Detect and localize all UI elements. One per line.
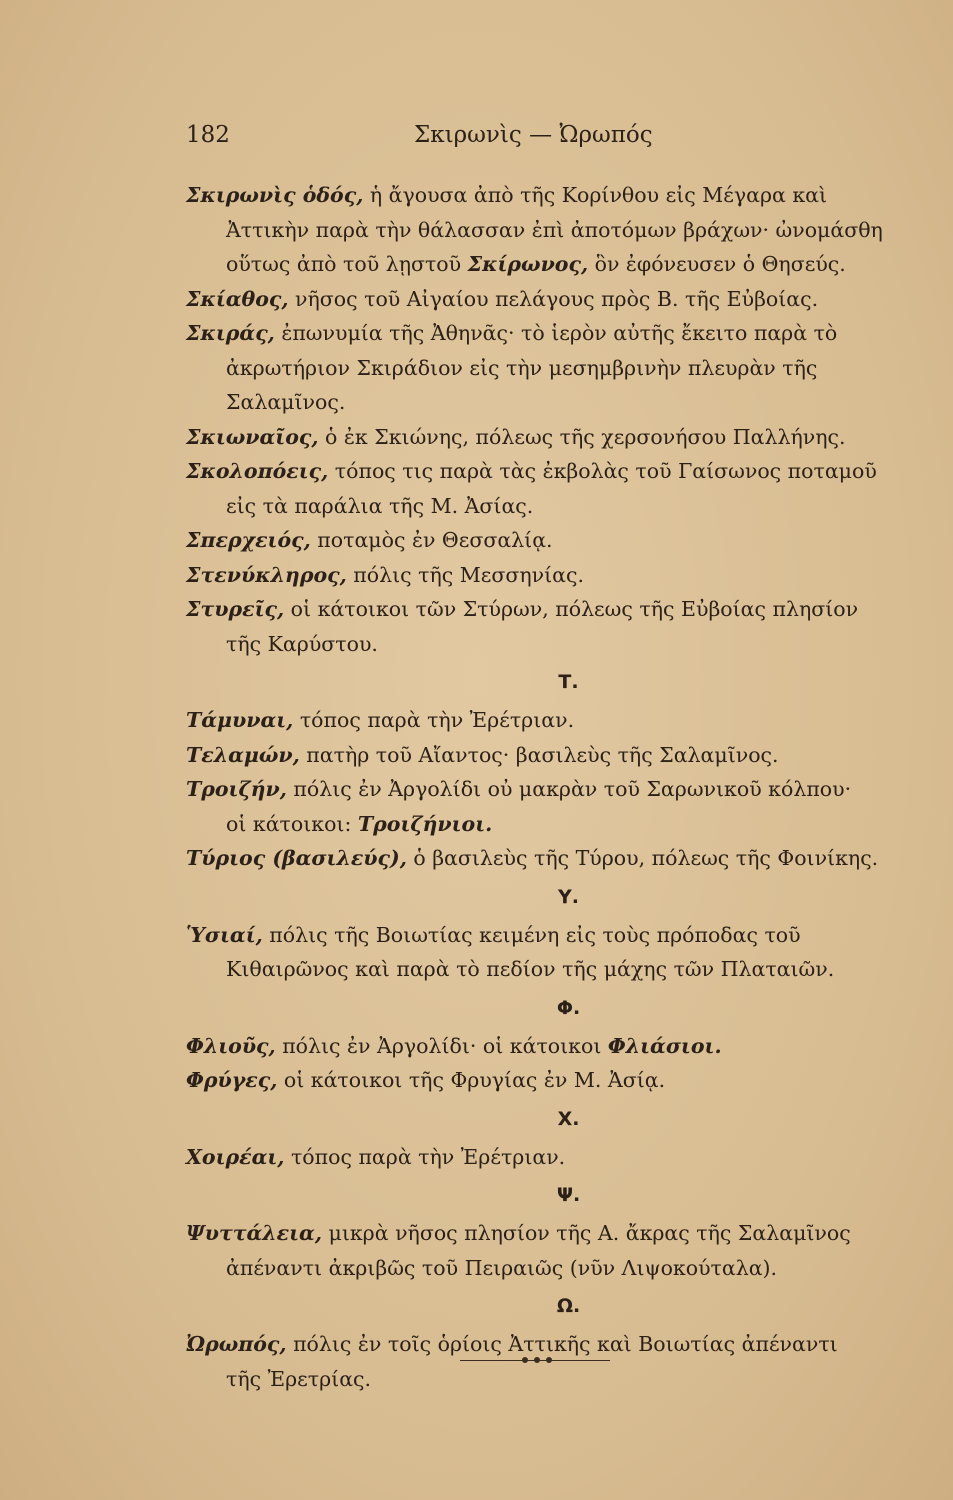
definition-continued: οὕτως ἀπὸ τοῦ λῃστοῦ Σκίρωνος, ὃν ἐφόνευσεν ὁ Θησεύς. <box>226 252 846 276</box>
definition: πόλις ἐν Ἀργολίδι· οἱ κάτοικοι <box>275 1033 608 1058</box>
headword: Στενύκληρος, <box>186 562 347 587</box>
dictionary-entries <box>186 178 921 1396</box>
definition: ὁ βασιλεὺς τῆς Τύρου, πόλεως τῆς Φοινίκης. <box>406 846 879 870</box>
definition-continued: τῆς Ἐρετρίας. <box>226 1366 372 1391</box>
entry-hysiai <box>186 918 921 987</box>
definition: οἱ κάτοικοι τῆς Φρυγίας ἐν Μ. Ἀσίᾳ. <box>277 1068 666 1092</box>
entry-skiras <box>186 316 921 420</box>
definition-continued: εἰς τὰ παράλια τῆς Μ. Ἀσίας. <box>226 493 534 518</box>
headword: Στυρεῖς, <box>186 597 285 621</box>
definition: μικρὰ νῆσος πλησίον τῆς Α. ἄκρας τῆς Σαλαμῖνος <box>321 1221 851 1245</box>
headword: Ὠρωπός, <box>186 1332 287 1356</box>
section-letter-chi: Χ. <box>557 1107 580 1130</box>
definition-continued: Κιθαιρῶνος καὶ παρὰ τὸ πεδίον τῆς μάχης τῶν Πλαταιῶν. <box>226 957 835 981</box>
ornament-dot <box>522 1357 528 1363</box>
page-number: 182 <box>186 122 230 148</box>
headword: Φλιοῦς, <box>186 1033 276 1058</box>
definition-continued <box>186 807 921 842</box>
definition-continued: ἀπέναντι ἀκριβῶς τοῦ Πειραιῶς (νῦν Λιψοκούταλα). <box>226 1255 778 1280</box>
headword: Σκίαθος, <box>186 286 289 311</box>
definition: πατὴρ τοῦ Αἴαντος· βασιλεὺς τῆς Σαλαμῖνος. <box>299 742 779 767</box>
section-letter-psi: Ψ. <box>556 1184 581 1206</box>
inline-headword: Φλιάσιοι. <box>607 1033 722 1058</box>
entry-psyttaleia <box>186 1216 921 1285</box>
headword: Τροιζήν, <box>186 777 287 801</box>
definition: τόπος παρὰ τὴν Ἐρέτριαν. <box>284 1144 566 1169</box>
entry-phryges <box>186 1063 921 1098</box>
ornament-dot <box>534 1357 540 1363</box>
headword: Φρύγες, <box>186 1068 278 1092</box>
headword: Ὑσιαί, <box>186 922 263 947</box>
definition: οἱ κάτοικοι τῶν Στύρων, πόλεως τῆς Εὐβοίας πλησίον <box>284 597 859 621</box>
definition: ἡ ἄγουσα ἀπὸ τῆς Κορίνθου εἰς Μέγαρα καὶ <box>363 183 828 207</box>
headword: Σκολοπόεις, <box>186 459 329 483</box>
headword: Σπερχειός, <box>186 528 311 552</box>
definition: τόπος παρὰ τὴν Ἐρέτριαν. <box>293 708 575 732</box>
entry-tyrios <box>186 841 921 876</box>
definition-continued: τῆς Καρύστου. <box>226 631 378 656</box>
entry-skiathos <box>186 282 921 317</box>
end-ornament-rule <box>460 1358 610 1364</box>
definition-continued: ἀκρωτήριον Σκιράδιον εἰς τὴν μεσημβρινὴν πλευρὰν τῆς <box>226 355 818 380</box>
section-letter-tau: Τ. <box>558 671 579 693</box>
entry-choireai <box>186 1140 921 1175</box>
entry-stenykleros <box>186 558 921 593</box>
headword: Ψυττάλεια, <box>186 1221 322 1245</box>
headword: Σκιρωνὶς ὁδός, <box>186 183 364 207</box>
entry-troizen <box>186 772 921 841</box>
section-letter-omega: Ω. <box>556 1295 581 1317</box>
definition: ὁ ἐκ Σκιώνης, πόλεως τῆς χερσονήσου Παλλήνης. <box>318 424 846 449</box>
entry-spercheios <box>186 523 921 558</box>
definition: ποταμὸς ἐν Θεσσαλίᾳ. <box>310 528 553 552</box>
definition-continued: Ἀττικὴν παρὰ τὴν θάλασσαν ἐπὶ ἀποτόμων βράχων· ὠνομάσθη <box>226 217 883 242</box>
section-letter-upsilon: Υ. <box>558 885 579 908</box>
entry-skionaios <box>186 420 921 455</box>
definition: τόπος τις παρὰ τὰς ἐκβολὰς τοῦ Γαίσωνος ποταμοῦ <box>328 459 877 483</box>
headword: Χοιρέαι, <box>186 1144 285 1169</box>
headword: Σκιράς, <box>186 321 275 345</box>
entry-tamynai <box>186 703 921 738</box>
definition: ἐπωνυμία τῆς Ἀθηνᾶς· τὸ ἱερὸν αὐτῆς ἔκειτο παρὰ τὸ <box>274 321 838 345</box>
inline-headword: Σκίρωνος, <box>467 252 589 276</box>
inline-headword: Τροιζήνιοι. <box>357 811 493 836</box>
entry-skolopoeis <box>186 454 921 523</box>
headword: Τάμυναι, <box>186 708 294 732</box>
section-letter-phi: Φ. <box>556 996 581 1019</box>
definition-text: οἱ κάτοικοι: <box>226 811 358 836</box>
page-header <box>186 122 886 162</box>
entry-styreis <box>186 592 921 661</box>
definition: πόλις ἐν Ἀργολίδι οὐ μακρὰν τοῦ Σαρωνικοῦ κόλπου· <box>286 777 852 801</box>
definition: πόλις ἐν τοῖς ὁρίοις Ἀττικῆς καὶ Βοιωτίας ἀπέναντι <box>286 1332 838 1356</box>
definition-continued: Σαλαμῖνος. <box>226 390 346 414</box>
ornament-dot <box>546 1357 552 1363</box>
headword: Τύριος (βασιλεύς), <box>186 846 407 870</box>
definition: πόλις τῆς Βοιωτίας κειμένη εἰς τοὺς πρόποδας τοῦ <box>262 922 801 947</box>
definition: νῆσος τοῦ Αἰγαίου πελάγους πρὸς Β. τῆς Εὐβοίας. <box>288 286 819 311</box>
definition: πόλις τῆς Μεσσηνίας. <box>346 562 584 587</box>
running-title: Σκιρωνὶς — Ὠρωπός <box>414 122 653 148</box>
headword: Τελαμών, <box>186 742 300 767</box>
entry-skironis <box>186 178 921 282</box>
entry-phlious <box>186 1029 921 1064</box>
headword: Σκιωναῖος, <box>186 424 319 449</box>
entry-telamon <box>186 738 921 773</box>
